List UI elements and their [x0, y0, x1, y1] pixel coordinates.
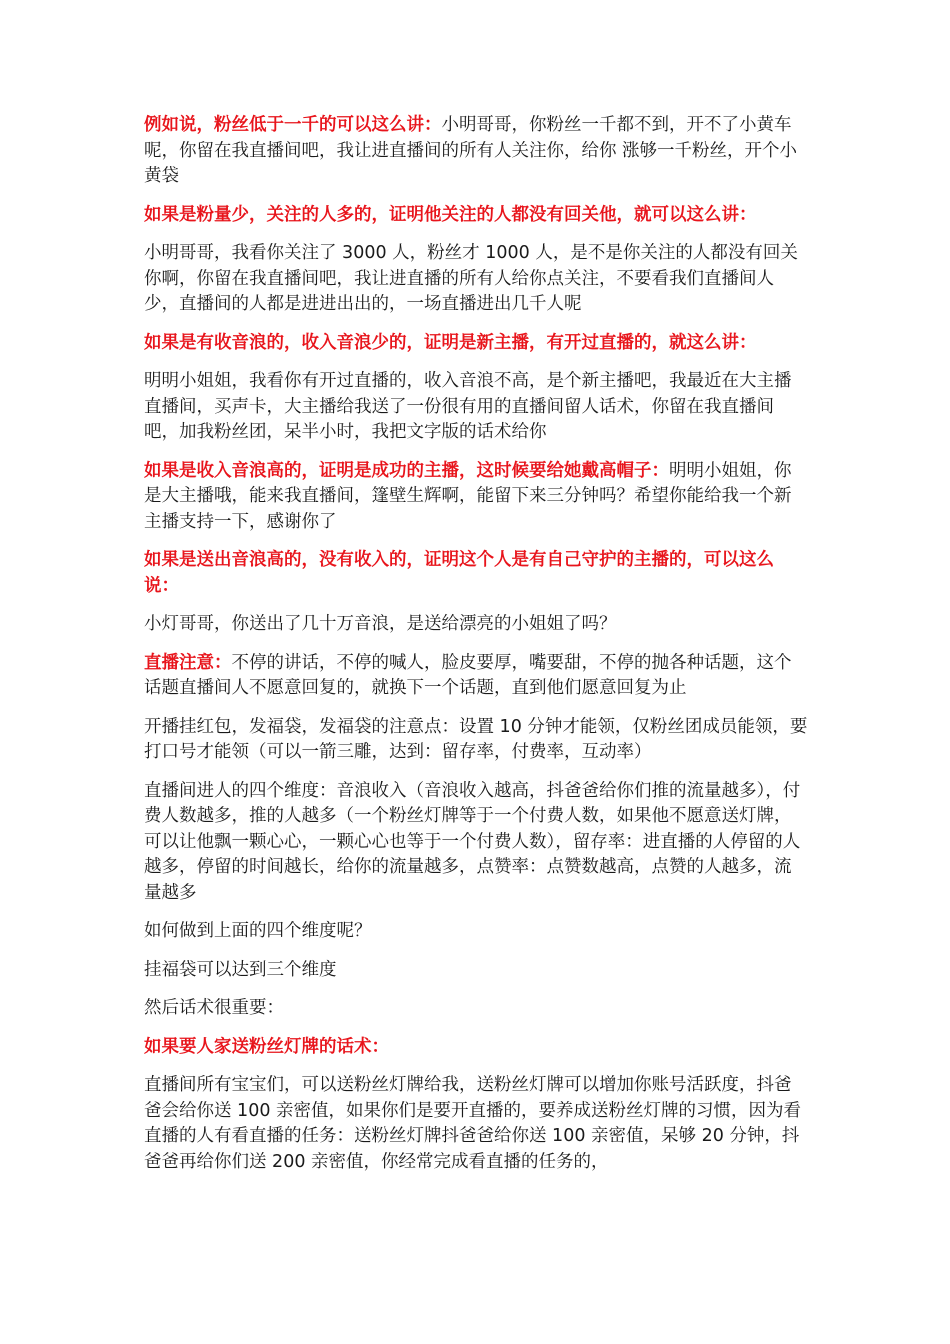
body-text: 不停的讲话，不停的喊人，脸皮要厚，嘴要甜，不停的抛各种话题，这个话题直播间人不愿意回复的，就换下一个话题，直到他们愿意回复为止	[144, 652, 792, 698]
paragraph-few-fans-script	[144, 241, 808, 318]
body-text: 挂福袋可以达到三个维度	[144, 959, 337, 980]
body-text: 小明哥哥，你粉丝一千都不到，开不了小黄车呢，你留在我直播间吧，我让进直播间的所有人关注你，给你 涨够一千粉丝，开个小黄袋	[144, 115, 798, 186]
paragraph-high-gifting-script	[144, 612, 808, 638]
heading-new-streamer	[144, 331, 808, 357]
highlight-label: 例如说，粉丝低于一千的可以这么讲：	[144, 115, 442, 135]
body-text: 直播间所有宝宝们，可以送粉丝灯牌给我，送粉丝灯牌可以增加你账号活跃度，抖爸爸会给你送 100 亲密值，如果你们是要开直播的，要养成送粉丝灯牌的习惯，因为看直播的人有看直播的任务：送粉丝灯牌抖爸爸给你送 100 亲密值，呆够 20 分钟，抖爸爸再给你们送 200 亲密值，你经常完成看直播的任务的，	[144, 1075, 802, 1172]
paragraph-new-streamer-script	[144, 369, 808, 446]
highlight-label: 如果是收入音浪高的，证明是成功的主播，这时候要给她戴高帽子：	[144, 460, 669, 481]
paragraph-how-question	[144, 919, 808, 945]
document-page	[144, 113, 808, 1188]
body-text: 小灯哥哥，你送出了几十万音浪，是送给漂亮的小姐姐了吗？	[144, 614, 617, 634]
highlight-label: 如果是送出音浪高的，没有收入的，证明这个人是有自己守护的主播的，可以这么说：	[144, 550, 774, 596]
body-text: 然后话术很重要：	[144, 998, 284, 1018]
paragraph-fans-under-1000	[144, 113, 808, 190]
paragraph-four-dimensions	[144, 779, 808, 907]
highlight-label: 如果是有收音浪的，收入音浪少的，证明是新主播，有开过直播的，就这么讲：	[144, 332, 757, 353]
paragraph-lucky-bag-three	[144, 958, 808, 984]
body-text: 开播挂红包，发福袋，发福袋的注意点：设置 10 分钟才能领，仅粉丝团成员能领，要打口号才能领（可以一箭三雕，达到：留存率，付费率，互动率）	[144, 716, 808, 762]
highlight-label: 直播注意：	[144, 652, 232, 673]
paragraph-fan-badge-script	[144, 1073, 808, 1175]
highlight-label: 如果要人家送粉丝灯牌的话术：	[144, 1036, 389, 1057]
body-text: 明明小姐姐，你是大主播哦，能来我直播间，篷壁生辉啊，能留下来三分钟吗？希望你能给我一个新主播支持一下，感谢你了	[144, 460, 792, 532]
body-text: 如何做到上面的四个维度呢？	[144, 921, 372, 941]
heading-few-fans-many-follows	[144, 203, 808, 229]
paragraph-lucky-bag	[144, 715, 808, 766]
heading-high-gifting	[144, 548, 808, 599]
body-text: 小明哥哥，我看你关注了 3000 人，粉丝才 1000 人，是不是你关注的人都没有回关你啊，你留在我直播间吧，我让进直播的所有人给你点关注，不要看我们直播间人少，直播间的人都是进进出出的，一场直播进出几千人呢	[144, 243, 798, 314]
paragraph-successful-streamer	[144, 459, 808, 536]
paragraph-script-important	[144, 996, 808, 1022]
heading-fan-badge-script	[144, 1035, 808, 1061]
paragraph-stream-notes	[144, 651, 808, 702]
body-text: 明明小姐姐，我看你有开过直播的，收入音浪不高，是个新主播吧，我最近在大主播直播间，买声卡，大主播给我送了一份很有用的直播间留人话术，你留在我直播间吧，加我粉丝团，呆半小时，我把文字版的话术给你	[144, 371, 792, 442]
body-text: 直播间进人的四个维度：音浪收入（音浪收入越高，抖爸爸给你们推的流量越多），付费人数越多，推的人越多（一个粉丝灯牌等于一个付费人数，如果他不愿意送灯牌，可以让他飘一颗心心，一颗心心也等于一个付费人数），留存率：进直播的人停留的人越多，停留的时间越长，给你的流量越多，点赞率：点赞数越高，点赞的人越多，流量越多	[144, 780, 801, 903]
highlight-label: 如果是粉量少，关注的人多的，证明他关注的人都没有回关他，就可以这么讲：	[144, 204, 757, 225]
